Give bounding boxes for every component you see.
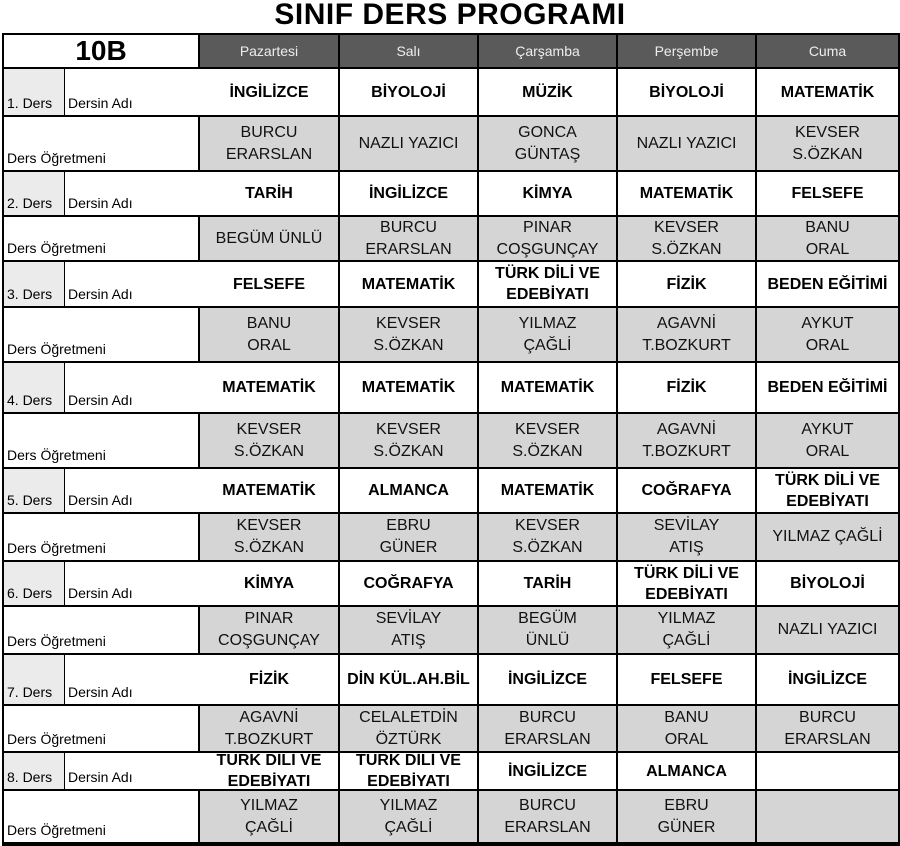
teacher-cell: YILMAZ ÇAĞLİ bbox=[757, 514, 898, 560]
subject-cell: FELSEFE bbox=[618, 655, 755, 704]
teacher-cell: AGAVNİ T.BOZKURT bbox=[618, 308, 755, 361]
subject-cell: FİZİK bbox=[200, 655, 338, 704]
teacher-cell: EBRU GÜNER bbox=[340, 514, 477, 560]
teacher-cell: CELALETDİN ÖZTÜRK bbox=[340, 706, 477, 751]
subject-cell: TÜRK DİLİ VE EDEBİYATI bbox=[200, 753, 338, 789]
class-name: 10B bbox=[4, 35, 198, 67]
teacher-cell: YILMAZ ÇAĞLİ bbox=[618, 607, 755, 653]
page-title: SINIF DERS PROGRAMI bbox=[274, 0, 626, 31]
subject-cell: MATEMATİK bbox=[200, 363, 338, 412]
subject-cell: MATEMATİK bbox=[340, 262, 477, 306]
subject-cell: ALMANCA bbox=[340, 469, 477, 512]
lesson-number: 3. Ders bbox=[4, 262, 64, 306]
subject-cell: İNGİLİZCE bbox=[340, 172, 477, 215]
subject-cell: ALMANCA bbox=[618, 753, 755, 789]
subject-cell: TÜRK DİLİ VE EDEBİYATI bbox=[618, 562, 755, 605]
teacher-cell: KEVSER S.ÖZKAN bbox=[618, 217, 755, 260]
subject-cell: TARİH bbox=[200, 172, 338, 215]
teacher-label: Ders Öğretmeni bbox=[4, 514, 198, 560]
subject-cell: İNGİLİZCE bbox=[479, 753, 616, 789]
teacher-cell: AYKUT ORAL bbox=[757, 414, 898, 467]
subject-cell: BEDEN EĞİTİMİ bbox=[757, 363, 898, 412]
subject-cell: COĞRAFYA bbox=[340, 562, 477, 605]
subject-cell: BEDEN EĞİTİMİ bbox=[757, 262, 898, 306]
teacher-cell: BURCU ERARSLAN bbox=[479, 706, 616, 751]
subject-cell: FELSEFE bbox=[757, 172, 898, 215]
subject-label: Dersin Adı bbox=[65, 562, 200, 605]
teacher-cell: YILMAZ ÇAĞLİ bbox=[479, 308, 616, 361]
subject-label: Dersin Adı bbox=[65, 69, 200, 115]
teacher-cell: KEVSER S.ÖZKAN bbox=[200, 514, 338, 560]
empty-cell bbox=[757, 791, 898, 842]
teacher-cell: BEGÜM ÜNLÜ bbox=[479, 607, 616, 653]
teacher-cell: NAZLI YAZICI bbox=[618, 117, 755, 170]
teacher-cell: BURCU ERARSLAN bbox=[340, 217, 477, 260]
teacher-label: Ders Öğretmeni bbox=[4, 308, 198, 361]
lesson-number: 4. Ders bbox=[4, 363, 64, 412]
lesson-number: 2. Ders bbox=[4, 172, 64, 215]
teacher-cell: BANU ORAL bbox=[618, 706, 755, 751]
teacher-cell: EBRU GÜNER bbox=[618, 791, 755, 842]
teacher-cell: NAZLI YAZICI bbox=[340, 117, 477, 170]
subject-cell: COĞRAFYA bbox=[618, 469, 755, 512]
teacher-cell: PINAR COŞGUNÇAY bbox=[479, 217, 616, 260]
teacher-cell: AGAVNİ T.BOZKURT bbox=[618, 414, 755, 467]
teacher-cell: KEVSER S.ÖZKAN bbox=[479, 414, 616, 467]
teacher-cell: PINAR COŞGUNÇAY bbox=[200, 607, 338, 653]
teacher-cell: YILMAZ ÇAĞLİ bbox=[340, 791, 477, 842]
subject-cell: DİN KÜL.AH.BİL bbox=[340, 655, 477, 704]
subject-cell: KİMYA bbox=[479, 172, 616, 215]
day-header: Cuma bbox=[757, 35, 898, 67]
teacher-cell: GONCA GÜNTAŞ bbox=[479, 117, 616, 170]
lesson-number: 8. Ders bbox=[4, 753, 64, 789]
subject-label: Dersin Adı bbox=[65, 262, 200, 306]
teacher-label: Ders Öğretmeni bbox=[4, 414, 198, 467]
schedule-table bbox=[2, 33, 900, 846]
teacher-cell: BANU ORAL bbox=[200, 308, 338, 361]
teacher-cell: SEVİLAY ATIŞ bbox=[618, 514, 755, 560]
teacher-cell: KEVSER S.ÖZKAN bbox=[200, 414, 338, 467]
day-header: Çarşamba bbox=[479, 35, 616, 67]
subject-cell: MATEMATİK bbox=[200, 469, 338, 512]
subject-cell: FİZİK bbox=[618, 363, 755, 412]
subject-label: Dersin Adı bbox=[65, 753, 200, 789]
teacher-label: Ders Öğretmeni bbox=[4, 706, 198, 751]
subject-cell: MATEMATİK bbox=[479, 363, 616, 412]
subject-cell: TÜRK DİLİ VE EDEBİYATI bbox=[340, 753, 477, 789]
teacher-cell: BURCU ERARSLAN bbox=[757, 706, 898, 751]
subject-label: Dersin Adı bbox=[65, 172, 200, 215]
teacher-cell: AGAVNİ T.BOZKURT bbox=[200, 706, 338, 751]
teacher-cell: SEVİLAY ATIŞ bbox=[340, 607, 477, 653]
subject-cell: FİZİK bbox=[618, 262, 755, 306]
teacher-cell: BURCU ERARSLAN bbox=[479, 791, 616, 842]
lesson-number: 7. Ders bbox=[4, 655, 64, 704]
teacher-label: Ders Öğretmeni bbox=[4, 607, 198, 653]
teacher-cell: BEGÜM ÜNLÜ bbox=[200, 217, 338, 260]
teacher-cell: BANU ORAL bbox=[757, 217, 898, 260]
subject-cell: MATEMATİK bbox=[618, 172, 755, 215]
subject-cell: BİYOLOJİ bbox=[340, 69, 477, 115]
subject-cell: KİMYA bbox=[200, 562, 338, 605]
teacher-label: Ders Öğretmeni bbox=[4, 117, 198, 170]
teacher-cell: NAZLI YAZICI bbox=[757, 607, 898, 653]
subject-cell: BİYOLOJİ bbox=[618, 69, 755, 115]
subject-cell: FELSEFE bbox=[200, 262, 338, 306]
subject-cell: TÜRK DİLİ VE EDEBİYATI bbox=[479, 262, 616, 306]
empty-cell bbox=[757, 753, 898, 789]
subject-cell: MATEMATİK bbox=[479, 469, 616, 512]
subject-cell: İNGİLİZCE bbox=[757, 655, 898, 704]
subject-cell: MATEMATİK bbox=[757, 69, 898, 115]
teacher-cell: KEVSER S.ÖZKAN bbox=[340, 414, 477, 467]
subject-label: Dersin Adı bbox=[65, 655, 200, 704]
day-header: Perşembe bbox=[618, 35, 755, 67]
teacher-cell: KEVSER S.ÖZKAN bbox=[757, 117, 898, 170]
teacher-cell: BURCU ERARSLAN bbox=[200, 117, 338, 170]
day-header: Pazartesi bbox=[200, 35, 338, 67]
subject-cell: TARİH bbox=[479, 562, 616, 605]
subject-cell: MATEMATİK bbox=[340, 363, 477, 412]
subject-label: Dersin Adı bbox=[65, 363, 200, 412]
lesson-number: 5. Ders bbox=[4, 469, 64, 512]
subject-cell: İNGİLİZCE bbox=[479, 655, 616, 704]
lesson-number: 1. Ders bbox=[4, 69, 64, 115]
teacher-cell: KEVSER S.ÖZKAN bbox=[479, 514, 616, 560]
lesson-number: 6. Ders bbox=[4, 562, 64, 605]
subject-cell: İNGİLİZCE bbox=[200, 69, 338, 115]
teacher-label: Ders Öğretmeni bbox=[4, 217, 198, 260]
subject-label: Dersin Adı bbox=[65, 469, 200, 512]
subject-cell: TÜRK DİLİ VE EDEBİYATI bbox=[757, 469, 898, 512]
teacher-cell: KEVSER S.ÖZKAN bbox=[340, 308, 477, 361]
teacher-cell: AYKUT ORAL bbox=[757, 308, 898, 361]
subject-cell: BİYOLOJİ bbox=[757, 562, 898, 605]
teacher-cell: YILMAZ ÇAĞLİ bbox=[200, 791, 338, 842]
teacher-label: Ders Öğretmeni bbox=[4, 791, 198, 842]
day-header: Salı bbox=[340, 35, 477, 67]
subject-cell: MÜZİK bbox=[479, 69, 616, 115]
